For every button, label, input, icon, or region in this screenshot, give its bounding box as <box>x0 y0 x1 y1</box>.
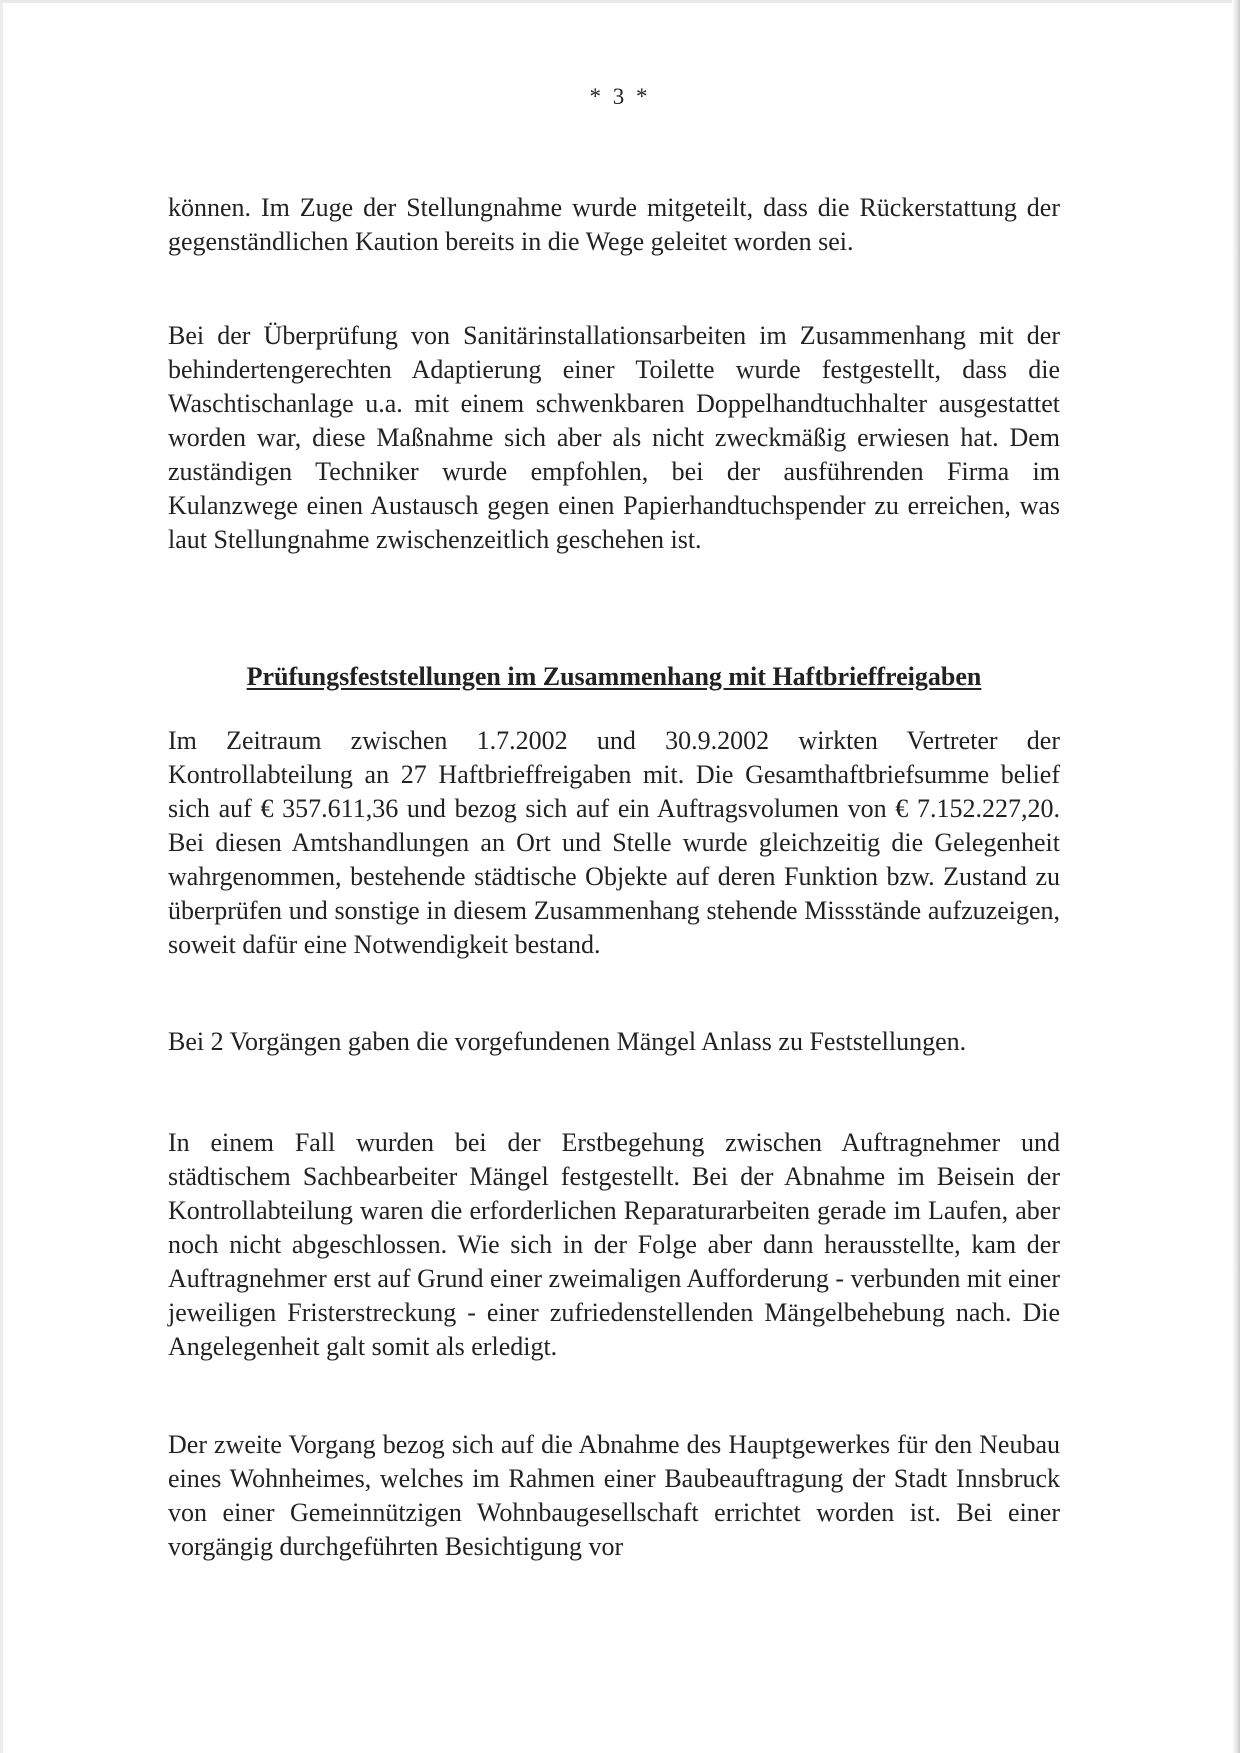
paragraph-erster-fall: In einem Fall wurden bei der Erstbegehung zwischen Auftragnehmer und städtischem Sachbearbeiter Mängel festgestellt. Bei der Abnahme im Beisein der Kontrollabteilung waren die erforderlichen Reparaturarbeiten gerade im Laufen, aber noch nicht abgeschlossen. Wie sich in der Folge aber dann herausstellte, kam der Auftragnehmer erst auf Grund einer zweimaligen Aufforderung - verbunden mit einer jeweiligen Fristerstreckung - einer zufriedenstellenden Mängelbehebung nach. Die Angelegenheit galt somit als erledigt. <box>168 1128 1060 1361</box>
paragraph-sanitaer: Bei der Überprüfung von Sanitärinstallationsarbeiten im Zusammenhang mit der behindertengerechten Adaptierung einer Toilette wurde festgestellt, dass die Waschtischanlage u.a. mit einem schwenkbaren Doppelhandtuchhalter ausgestattet worden war, diese Maßnahme sich aber als nicht zweckmäßig erwiesen hat. Dem zuständigen Techniker wurde empfohlen, bei der ausführenden Firma im Kulanzwege einen Austausch gegen einen Papierhandtuchspender zu erreichen, was laut Stellungnahme zwischenzeitlich geschehen ist. <box>168 321 1060 554</box>
section-heading: Prüfungsfeststellungen im Zusammenhang mit Haftbrieffreigaben <box>246 662 982 691</box>
paragraph-haftbrieffreigaben: Im Zeitraum zwischen 1.7.2002 und 30.9.2002 wirkten Vertreter der Kontrollabteilung an 27 Haftbrieffreigaben mit. Die Gesamthaftbriefsumme belief sich auf € 357.611,36 und bezog sich auf ein Auftragsvolumen von € 7.152.227,20. Bei diesen Amtshandlungen an Ort und Stelle wurde gleichzeitig die Gelegenheit wahrgenommen, bestehende städtische Objekte auf deren Funktion bzw. Zustand zu überprüfen und sonstige in diesem Zusammenhang stehende Missstände aufzuzeigen, soweit dafür eine Notwendigkeit bestand. <box>168 726 1060 959</box>
scan-edge-left <box>0 0 3 1753</box>
scan-edge-right <box>1232 0 1240 1753</box>
page-number: * 3 * <box>589 84 651 109</box>
paragraph-vorgaenge: Bei 2 Vorgängen gaben die vorgefundenen Mängel Anlass zu Feststellungen. <box>168 1027 967 1056</box>
paragraph-kaution: können. Im Zuge der Stellungnahme wurde mitgeteilt, dass die Rückerstattung der gegenständlichen Kaution bereits in die Wege geleitet worden sei. <box>168 193 1060 256</box>
scan-edge-top <box>0 0 1240 3</box>
paragraph-zweiter-vorgang: Der zweite Vorgang bezog sich auf die Abnahme des Hauptgewerkes für den Neubau eines Wohnheimes, welches im Rahmen einer Baubeauftragung der Stadt Innsbruck von einer Gemeinnützigen Wohnbaugesellschaft errichtet worden ist. Bei einer vorgängig durchgeführten Besichtigung vor <box>168 1430 1060 1561</box>
